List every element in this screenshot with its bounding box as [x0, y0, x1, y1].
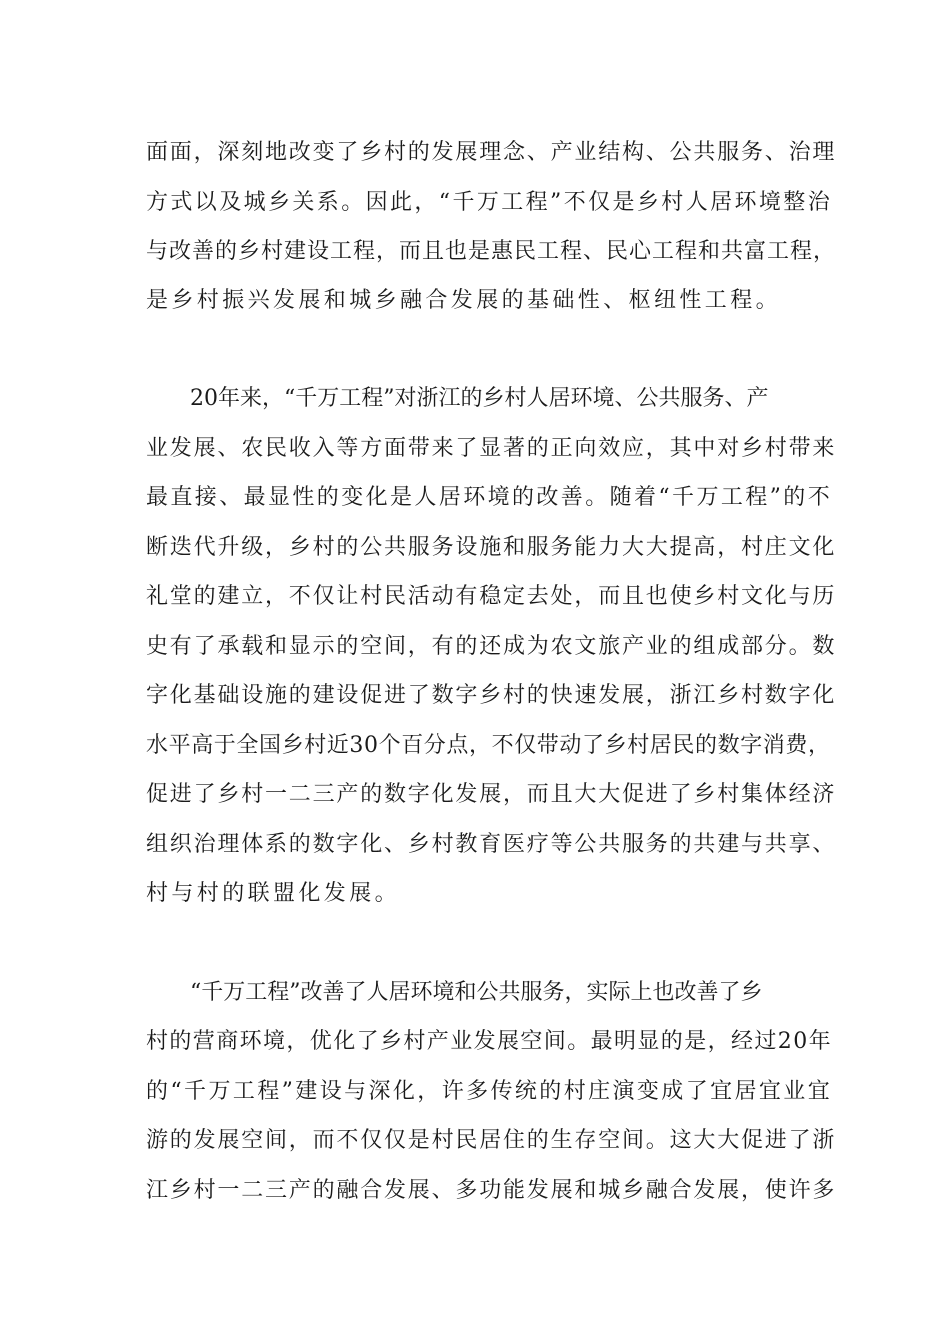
- text-line: 最直接、最显性的变化是人居环境的改善。随着“千万工程”的不: [146, 485, 833, 510]
- text-line: 与改善的乡村建设工程，而且也是惠民工程、民心工程和共富工程，: [146, 239, 837, 264]
- text-line: 水平高于全国乡村近30个百分点，不仅带动了乡村居民的数字消费，: [146, 733, 831, 758]
- text-line: 村的营商环境，优化了乡村产业发展空间。最明显的是，经过20年: [146, 1029, 832, 1054]
- text-line: 方式以及城乡关系。因此，“千万工程”不仅是乡村人居环境整治: [146, 190, 833, 215]
- text-line: 字化基础设施的建设促进了数字乡村的快速发展，浙江乡村数字化: [146, 683, 837, 708]
- text-line: 的“千万工程”建设与深化，许多传统的村庄演变成了宜居宜业宜: [146, 1079, 833, 1104]
- text-line: 组织治理体系的数字化、乡村教育医疗等公共服务的共建与共享、: [146, 832, 837, 857]
- text-line: 断迭代升级，乡村的公共服务设施和服务能力大大提高，村庄文化: [146, 535, 837, 560]
- text-line: 20年来，“千万工程”对浙江的乡村人居环境、公共服务、产: [190, 386, 769, 411]
- text-line: 史有了承载和显示的空间，有的还成为农文旅产业的组成部分。数: [146, 634, 837, 659]
- text-line: 促进了乡村一二三产的数字化发展，而且大大促进了乡村集体经济: [146, 782, 837, 807]
- text-line: “千万工程”改善了人居环境和公共服务，实际上也改善了乡: [190, 980, 763, 1005]
- text-line: 业发展、农民收入等方面带来了显著的正向效应，其中对乡村带来: [146, 436, 837, 461]
- text-line: 是乡村振兴发展和城乡融合发展的基础性、枢纽性工程。: [146, 288, 782, 313]
- text-line: 村与村的联盟化发展。: [146, 881, 401, 906]
- text-line: 游的发展空间，而不仅仅是村民居住的生存空间。这大大促进了浙: [146, 1128, 837, 1153]
- text-line: 礼堂的建立，不仅让村民活动有稳定去处，而且也使乡村文化与历: [146, 584, 837, 609]
- text-line: 江乡村一二三产的融合发展、多功能发展和城乡融合发展，使许多: [146, 1178, 837, 1203]
- text-line: 面面，深刻地改变了乡村的发展理念、产业结构、公共服务、治理: [146, 140, 837, 165]
